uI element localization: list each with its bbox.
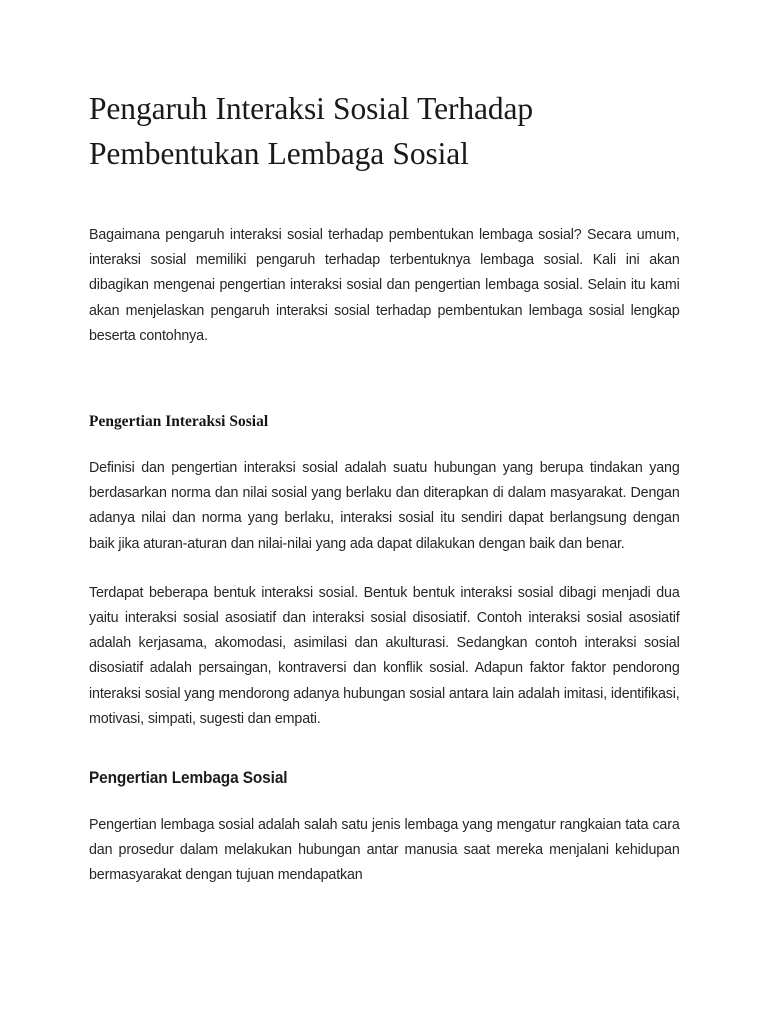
page-title (89, 0, 680, 176)
intro-paragraph: Bagaimana pengaruh interaksi sosial terhadap pembentukan lembaga sosial? Secara umum, interaksi sosial memiliki pengaruh terhadap terbentuknya lembaga sosial. Kali ini akan dibagikan mengenai pengertian interaksi sosial dan pengertian lembaga sosial. Selain itu kami akan menjelaskan pengaruh interaksi sosial terhadap pembentukan lembaga sosial lengkap beserta contohnya. (89, 226, 680, 344)
section-1-paragraph-2: Terdapat beberapa bentuk interaksi sosial. Bentuk bentuk interaksi sosial dibagi menjadi dua yaitu interaksi sosial asosiatif dan interaksi sosial disosiatif. Contoh interaksi sosial asosiatif adalah kerjasama, akomodasi, asimilasi dan akulturasi. Sedangkan contoh interaksi sosial disosiatif adalah persaingan, kontraversi dan konflik sosial. Adapun faktor faktor pendorong interaksi sosial yang mendorong adanya hubungan sosial antara lain adalah imitasi, identifikasi, motivasi, simpati, sugesti dan empati. (89, 583, 680, 727)
page-title-line-1: Pengaruh Interaksi Sosial Terhadap (89, 91, 534, 126)
section-heading-pengertian-interaksi-sosial: Pengertian Interaksi Sosial (89, 413, 269, 431)
section-heading-pengertian-lembaga-sosial: Pengertian Lembaga Sosial (89, 769, 288, 788)
section-1-paragraph-1: Definisi dan pengertian interaksi sosial adalah suatu hubungan yang berupa tindakan yang berdasarkan norma dan nilai sosial yang berlaku dan diterapkan di dalam masyarakat. Dengan adanya nilai dan norma yang berlaku, interaksi sosial itu sendiri dapat berlangsung dengan baik jika aturan-aturan dan nilai-nilai yang ada dapat dilakukan dengan baik dan benar. (89, 459, 680, 552)
section-2-paragraph-1: Pengertian lembaga sosial adalah salah satu jenis lembaga yang mengatur rangkaian tata cara dan prosedur dalam melakukan hubungan antar manusia saat mereka menjalani kehidupan bermasyarakat dengan tujuan mendapatkan (89, 816, 680, 884)
page-title-line-2: Pembentukan Lembaga Sosial (89, 136, 469, 171)
document-content-column (89, 0, 680, 888)
